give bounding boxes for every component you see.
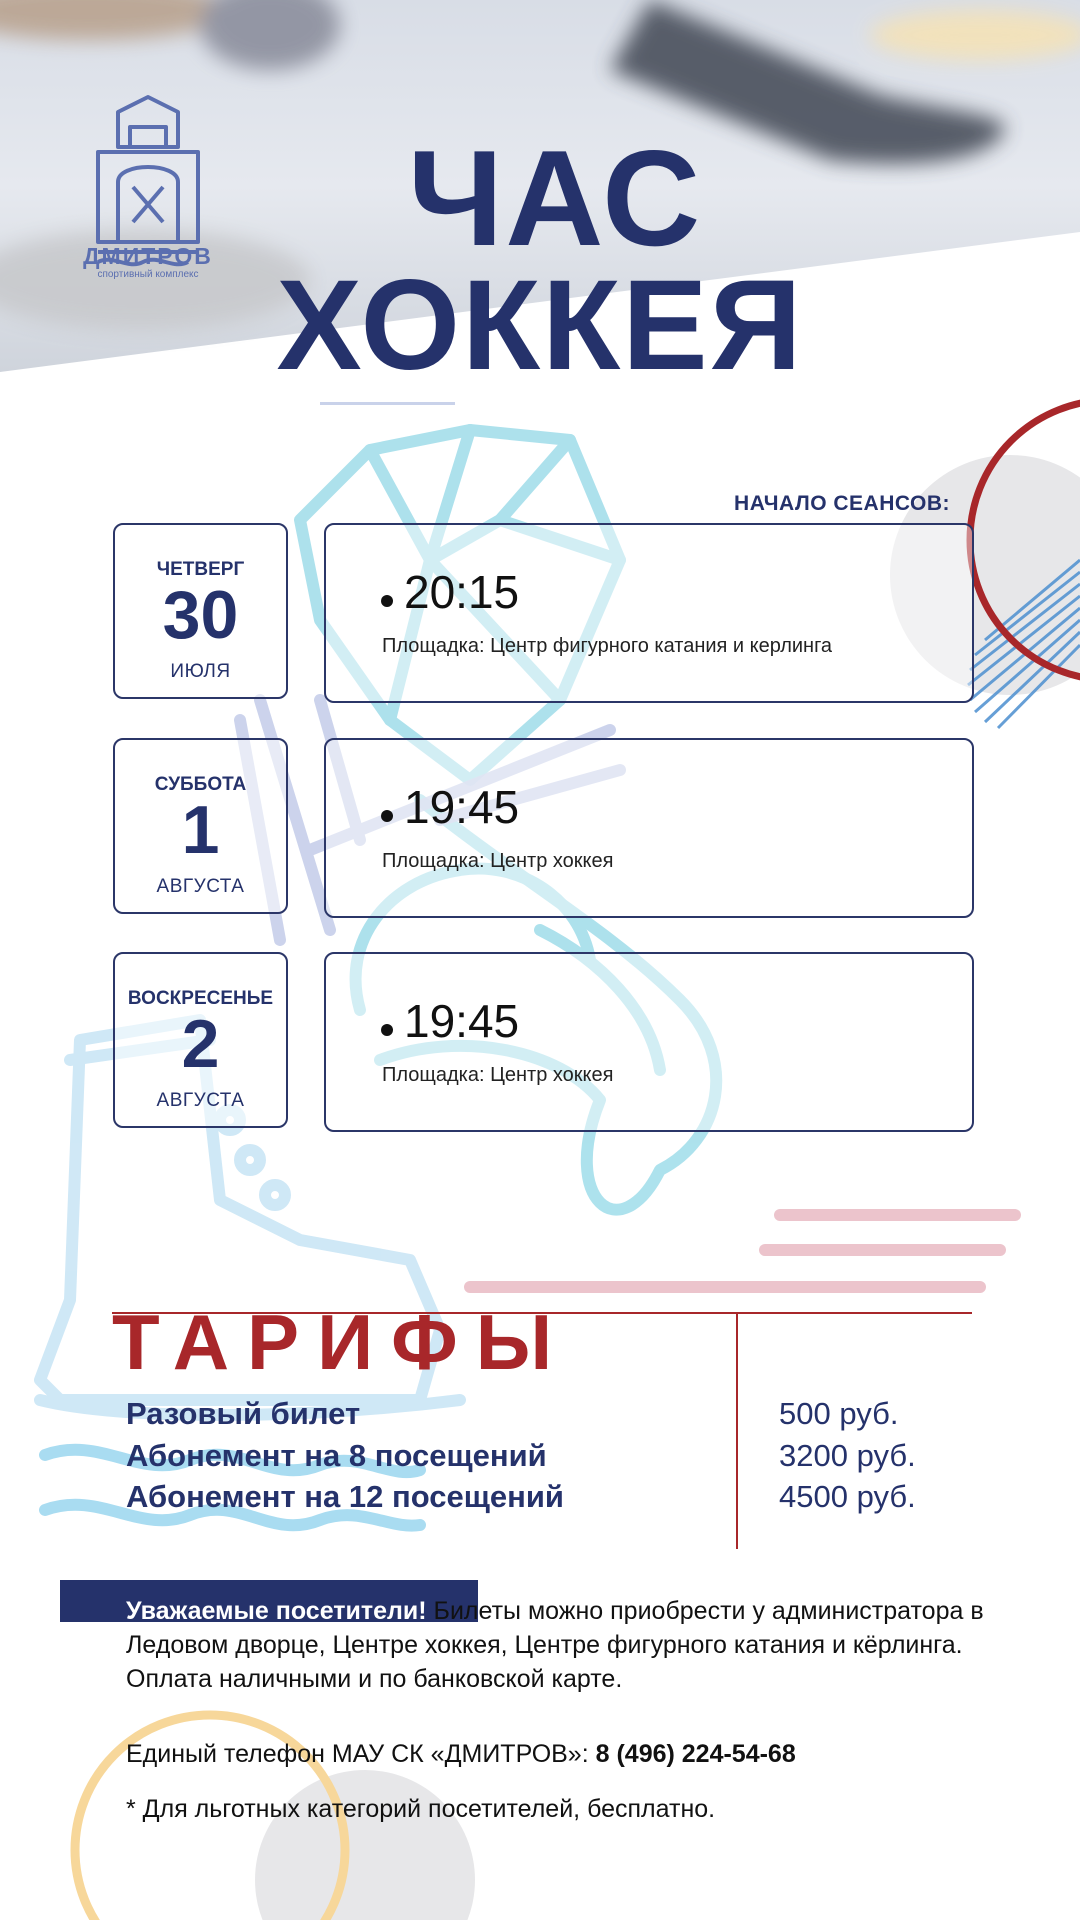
date-card — [113, 738, 288, 914]
session-card — [324, 738, 974, 918]
tariff-price: 500 руб. — [779, 1396, 899, 1431]
bullet-icon — [381, 810, 393, 822]
tariff-price: 4500 руб. — [779, 1479, 916, 1514]
tariffs-divider-vertical — [736, 1313, 738, 1549]
date-weekday: ЧЕТВЕРГ — [156, 559, 245, 580]
bullet-icon — [381, 1024, 393, 1036]
page-title-line-2: ХОККЕЯ — [276, 254, 804, 397]
footnote: * Для льготных категорий посетителей, бесплатно. — [126, 1795, 716, 1823]
date-card — [113, 952, 288, 1128]
title-underline — [320, 402, 455, 405]
logo-subtitle: спортивный комплекс — [97, 269, 199, 280]
date-card — [113, 523, 288, 699]
date-weekday: СУББОТА — [154, 774, 247, 795]
date-month: АВГУСТА — [156, 876, 245, 897]
session-venue: Площадка: Центр хоккея — [382, 1064, 614, 1086]
bullet-icon — [381, 595, 393, 607]
date-month: ИЮЛЯ — [170, 661, 231, 682]
tariff-name: Разовый билет — [126, 1396, 361, 1431]
date-number: 1 — [181, 792, 220, 868]
page-title-line-1: ЧАС — [407, 122, 703, 274]
date-weekday: ВОСКРЕСЕНЬЕ — [127, 988, 274, 1009]
session-time: 19:45 — [404, 995, 520, 1047]
notice-text-block — [126, 1594, 1006, 1696]
phone-number: 8 (496) 224-54-68 — [595, 1740, 796, 1768]
logo-name: ДМИТРОВ — [83, 243, 213, 269]
date-number: 30 — [162, 577, 239, 653]
notice-highlight: Уважаемые посетители! — [126, 1597, 427, 1625]
session-time: 19:45 — [404, 781, 520, 833]
date-number: 2 — [181, 1006, 220, 1082]
tariffs-title: ТАРИФЫ — [112, 1298, 571, 1386]
session-venue: Площадка: Центр хоккея — [382, 850, 614, 872]
session-time: 20:15 — [404, 566, 520, 618]
tariff-name: Абонемент на 12 посещений — [126, 1479, 564, 1514]
phone-line — [126, 1740, 796, 1769]
notice-body: Билеты можно приобрести у администратора в Ледовом дворце, Центре хоккея, Центре фигурного катания и кёрлинга. Оплата наличными и по банковской карте. — [126, 1597, 984, 1693]
tariff-price: 3200 руб. — [779, 1438, 916, 1473]
sessions-header: НАЧАЛО СЕАНСОВ: — [734, 492, 950, 515]
session-venue: Площадка: Центр фигурного катания и керлинга — [382, 635, 833, 657]
tariff-name: Абонемент на 8 посещений — [126, 1438, 547, 1473]
session-card — [324, 952, 974, 1132]
date-month: АВГУСТА — [156, 1090, 245, 1111]
session-card — [324, 523, 974, 703]
phone-label: Единый телефон МАУ СК «ДМИТРОВ»: — [126, 1740, 596, 1768]
